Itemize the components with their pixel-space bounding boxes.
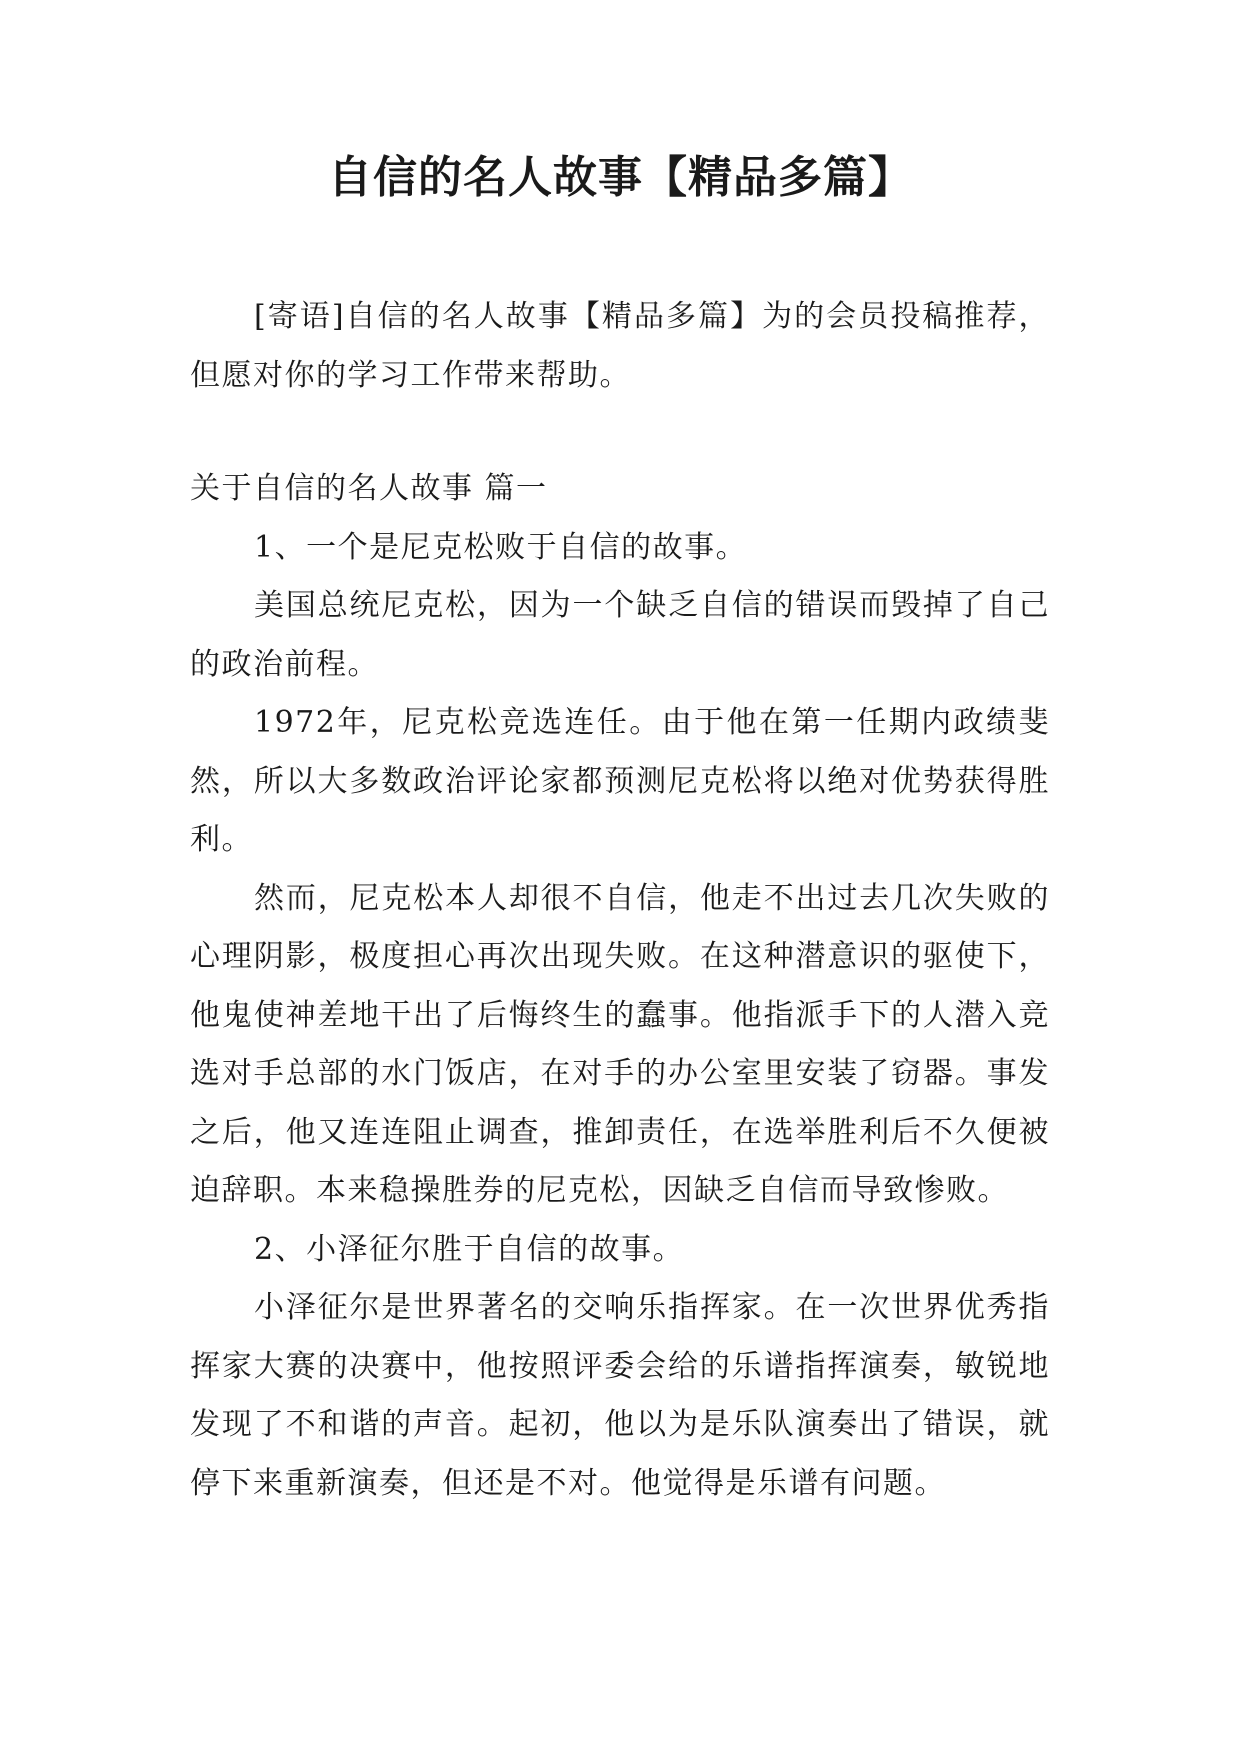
- paragraph: 然而，尼克松本人却很不自信，他走不出过去几次失败的心理阴影，极度担心再次出现失败。在这种潜意识的驱使下，他鬼使神差地干出了后悔终生的蠢事。他指派手下的人潜入竞选对手总部的水门饭店，在对手的办公室里安装了窃器。事发之后，他又连连阻止调查，推卸责任，在选举胜利后不久便被迫辞职。本来稳操胜券的尼克松，因缺乏自信而导致惨败。: [190, 880, 1050, 1208]
- article-body: [190, 460, 1050, 1513]
- paragraph: 美国总统尼克松，因为一个缺乏自信的错误而毁掉了自己的政治前程。: [190, 588, 1050, 682]
- document-title: 自信的名人故事【精品多篇】: [328, 152, 913, 203]
- paragraph: 1972年，尼克松竞选连任。由于他在第一任期内政绩斐然，所以大多数政治评论家都预测尼克松将以绝对优势获得胜利。: [190, 705, 1050, 857]
- paragraph: 小泽征尔是世界著名的交响乐指挥家。在一次世界优秀指挥家大赛的决赛中，他按照评委会给的乐谱指挥演奏，敏锐地发现了不和谐的声音。起初，他以为是乐队演奏出了错误，就停下来重新演奏，但还是不对。他觉得是乐谱有问题。: [190, 1290, 1050, 1501]
- paragraph-story-2-heading: 2、小泽征尔胜于自信的故事。: [254, 1231, 685, 1267]
- paragraph-story-1-heading: 1、一个是尼克松败于自信的故事。: [254, 529, 748, 565]
- section-heading: 关于自信的名人故事 篇一: [190, 471, 548, 506]
- intro-paragraph: [寄语]自信的名人故事【精品多篇】为的会员投稿推荐，但愿对你的学习工作带来帮助。: [190, 299, 1050, 393]
- intro-block: [190, 288, 1050, 405]
